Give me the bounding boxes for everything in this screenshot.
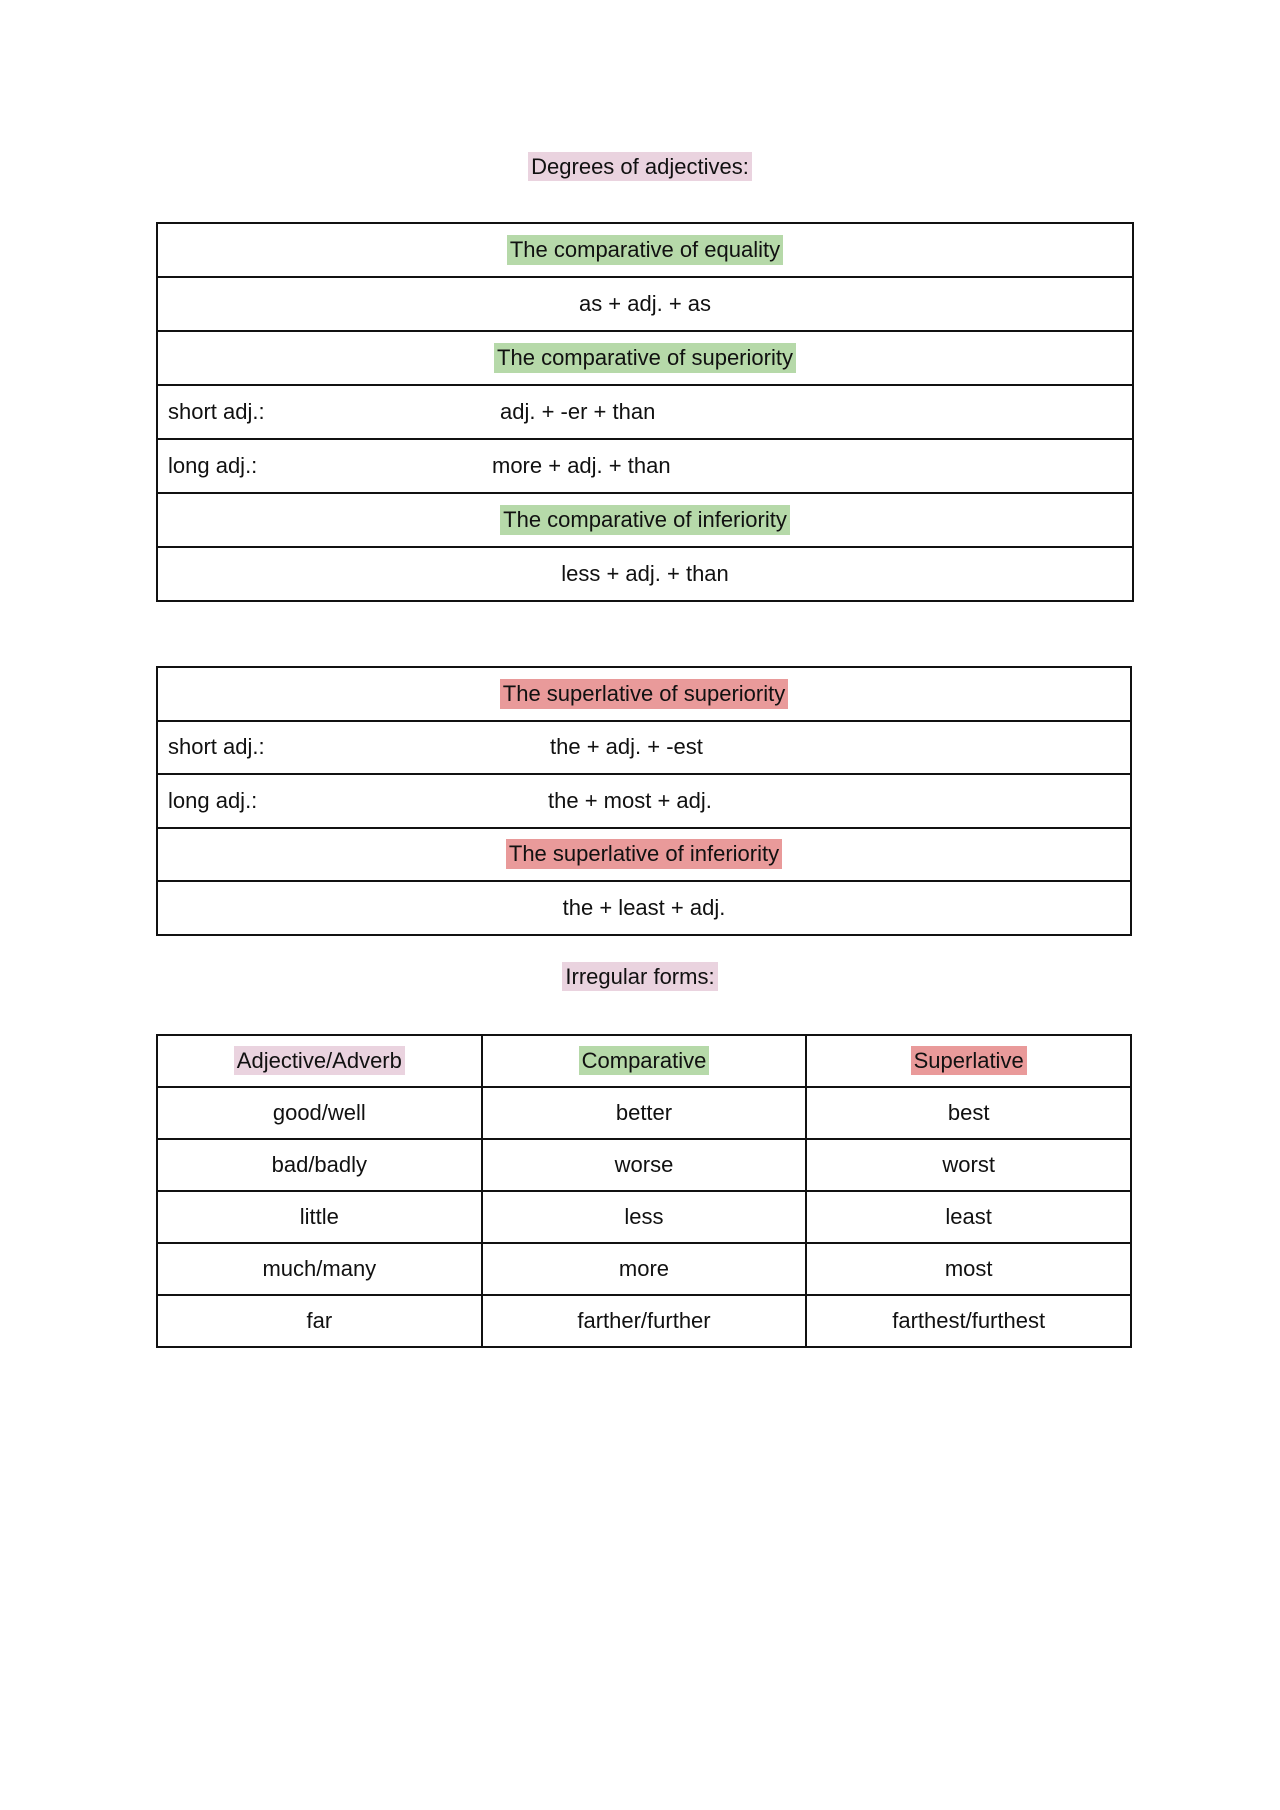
comparative-long-adj-row: [158, 440, 1134, 494]
superlative-superiority-heading-row: [158, 668, 1132, 722]
table-row: [157, 1139, 1131, 1191]
superlative-short-adj-formula: the + adj. + -est: [550, 734, 703, 760]
superlative-inferiority-heading: The superlative of inferiority: [506, 839, 782, 869]
comparative-inferiority-formula-row: [158, 548, 1134, 602]
cell-comparative: better: [482, 1087, 807, 1139]
cell-adjective: much/many: [157, 1243, 482, 1295]
superlatives-table: [156, 666, 1132, 936]
superlative-long-adj-label: long adj.:: [168, 787, 258, 813]
comparative-long-adj-label: long adj.:: [168, 453, 258, 478]
irregular-forms-title-text: Irregular forms:: [562, 962, 717, 991]
comparative-superiority-heading-row: [158, 332, 1134, 386]
table-row: [157, 1087, 1131, 1139]
cell-superlative: worst: [806, 1139, 1131, 1191]
header-adjective-adverb-text: Adjective/Adverb: [234, 1046, 405, 1075]
superlative-short-adj-label: short adj.:: [168, 734, 265, 760]
comparative-inferiority-heading-row: [158, 494, 1134, 548]
header-comparative-text: Comparative: [579, 1046, 710, 1075]
cell-adjective: far: [157, 1295, 482, 1347]
header-superlative-text: Superlative: [911, 1046, 1027, 1075]
irregular-forms-title: [0, 964, 1280, 990]
comparative-superiority-heading: The comparative of superiority: [494, 343, 796, 373]
irregular-forms-table: [156, 1034, 1132, 1348]
cell-adjective: bad/badly: [157, 1139, 482, 1191]
comparative-equality-heading: The comparative of equality: [507, 235, 783, 265]
superlative-inferiority-formula-row: [158, 882, 1132, 936]
comparative-inferiority-heading: The comparative of inferiority: [500, 505, 790, 535]
comparative-inferiority-formula: less + adj. + than: [561, 561, 729, 586]
page-title-text: Degrees of adjectives:: [528, 152, 752, 181]
superlative-inferiority-formula: the + least + adj.: [562, 894, 726, 920]
cell-superlative: least: [806, 1191, 1131, 1243]
comparative-long-adj-formula: more + adj. + than: [492, 453, 671, 478]
header-comparative: [482, 1035, 807, 1087]
comparative-equality-formula: as + adj. + as: [578, 291, 712, 316]
superlative-long-adj-formula: the + most + adj.: [548, 787, 712, 813]
table-row: [157, 1295, 1131, 1347]
cell-comparative: less: [482, 1191, 807, 1243]
cell-comparative: more: [482, 1243, 807, 1295]
cell-adjective: good/well: [157, 1087, 482, 1139]
cell-superlative: farthest/furthest: [806, 1295, 1131, 1347]
superlative-superiority-heading: The superlative of superiority: [500, 679, 788, 709]
cell-comparative: worse: [482, 1139, 807, 1191]
cell-superlative: best: [806, 1087, 1131, 1139]
superlative-inferiority-heading-row: [158, 829, 1132, 883]
superlative-short-adj-row: [158, 722, 1132, 776]
comparative-short-adj-formula: adj. + -er + than: [500, 399, 656, 424]
cell-adjective: little: [157, 1191, 482, 1243]
comparatives-table: [156, 222, 1134, 602]
comparative-short-adj-label: short adj.:: [168, 399, 265, 424]
cell-comparative: farther/further: [482, 1295, 807, 1347]
table-row: [157, 1191, 1131, 1243]
comparative-equality-formula-row: [158, 278, 1134, 332]
table-row: [157, 1243, 1131, 1295]
header-superlative: [806, 1035, 1131, 1087]
cell-superlative: most: [806, 1243, 1131, 1295]
page-title: [0, 154, 1280, 180]
superlative-long-adj-row: [158, 775, 1132, 829]
irregular-header-row: [157, 1035, 1131, 1087]
comparative-short-adj-row: [158, 386, 1134, 440]
header-adjective-adverb: [157, 1035, 482, 1087]
comparative-equality-heading-row: [158, 224, 1134, 278]
